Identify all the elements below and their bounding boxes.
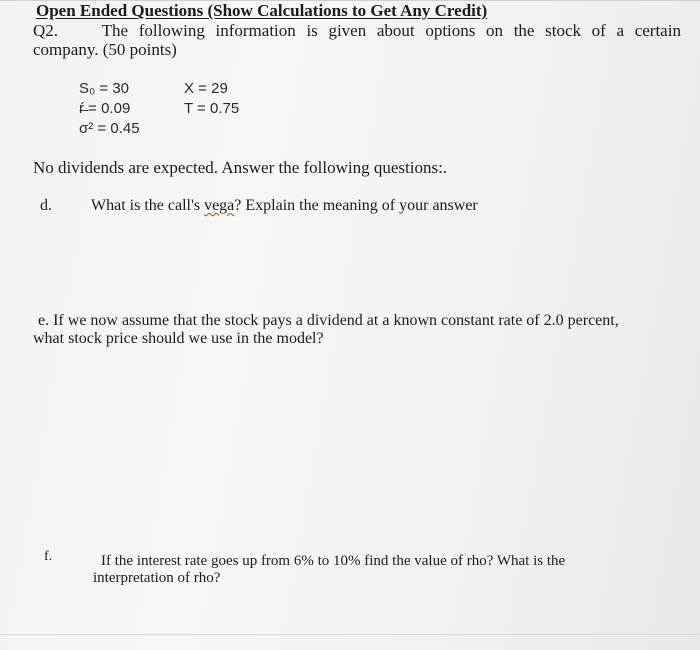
q2-word: The bbox=[101, 21, 129, 40]
q2-intro-continuation: company. (50 points) bbox=[33, 40, 177, 59]
q2-word: the bbox=[513, 21, 535, 40]
question-f-line-1: If the interest rate goes up from 6% to 10% find the value of rho? What is the bbox=[101, 553, 566, 569]
q2-intro-line bbox=[33, 21, 681, 41]
question-d-text-start: What is the call's bbox=[91, 197, 205, 214]
given-time-to-maturity: T = 0.75 bbox=[184, 100, 240, 117]
question-e-line-1: e. If we now assume that the stock pays a dividend at a known constant rate of 2.0 percent, bbox=[38, 312, 619, 329]
q2-word: given bbox=[328, 21, 367, 40]
given-interest-rate: ŕ̶ = 0.09 bbox=[79, 100, 131, 117]
q2-word: certain bbox=[634, 21, 681, 40]
q2-number: Q2. bbox=[33, 21, 59, 40]
q2-word: options bbox=[425, 21, 476, 40]
q2-word: is bbox=[306, 21, 318, 40]
question-e-line-2: what stock price should we use in the model? bbox=[33, 330, 324, 347]
q2-word: of bbox=[591, 21, 606, 40]
q2-word: stock bbox=[545, 21, 582, 40]
question-d-text bbox=[91, 197, 478, 215]
bottom-divider bbox=[0, 634, 700, 635]
given-stock-price: S₀ = 30 bbox=[79, 80, 130, 97]
given-strike-price: X = 29 bbox=[184, 80, 228, 97]
q2-word: a bbox=[616, 21, 625, 40]
question-d-label: d. bbox=[40, 197, 52, 214]
q2-word: about bbox=[376, 21, 415, 40]
given-variance: σ² = 0.45 bbox=[79, 120, 140, 137]
instructions-note: No dividends are expected. Answer the following questions:. bbox=[33, 158, 448, 177]
spellcheck-flagged-word: vega bbox=[204, 197, 235, 214]
q2-word: following bbox=[138, 21, 205, 40]
q2-word: information bbox=[215, 21, 296, 40]
question-f-line-2: interpretation of rho? bbox=[93, 570, 221, 586]
q2-word: on bbox=[486, 21, 504, 40]
question-f-label: f. bbox=[44, 549, 53, 564]
page-title: Open Ended Questions (Show Calculations to Get Any Credit) bbox=[36, 1, 488, 20]
question-d-text-end: ? Explain the meaning of your answer bbox=[234, 197, 478, 214]
